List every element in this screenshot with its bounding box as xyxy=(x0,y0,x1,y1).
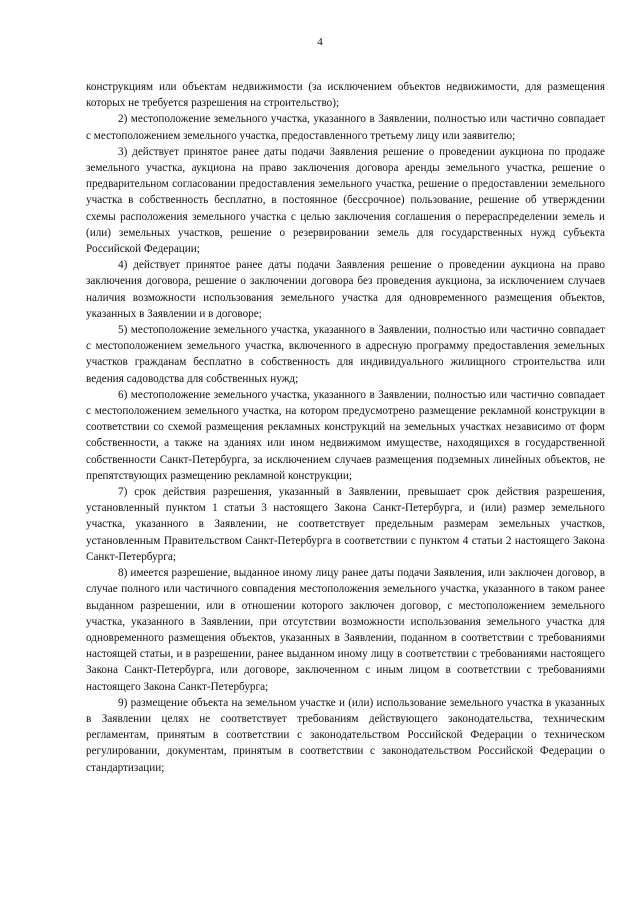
paragraph-continuation: конструкциям или объектам недвижимости (за исключением объектов недвижимости, для размещения которых не требуется разрешения на строительство); xyxy=(86,81,605,110)
paragraph-item-6: 6) местоположение земельного участка, указанного в Заявлении, полностью или частично совпадает с местоположением земельного участка, на котором предусмотрено размещение рекламной конструкции в соответствии со схемой размещения рекламных конструкций на земельных участках независимо от форм собственности, а также на зданиях или ином недвижимом имуществе, находящихся в государственной собственности Санкт-Петербурга, за исключением случаев размещения подземных линейных объектов, не препятствующих размещению рекламной конструкции; xyxy=(86,388,605,482)
paragraph-item-4: 4) действует принятое ранее даты подачи Заявления решение о проведении аукциона на право заключения договора, решение о заключении договора без проведения аукциона, за исключением случаев наличия возможности использования земельного участка для одновременного размещения объектов, указанных в Заявлении и в договоре; xyxy=(86,259,605,320)
paragraph-item-9: 9) размещение объекта на земельном участке и (или) использование земельного участка в указанных в Заявлении целях не соответствует требованиям действующего законодательства, техническим регламентам, принятым в соответствии с законодательством Российской Федерации о техническом регулировании, документам, принятым в соответствии с законодательством Российской Федерации о стандартизации; xyxy=(86,696,605,774)
paragraph-item-7: 7) срок действия разрешения, указанный в Заявлении, превышает срок действия разрешения, установленный пунктом 1 статьи 3 настоящего Закона Санкт-Петербурга, и (или) размер земельного участка, указанного в Заявлении, не соответствует предельным размерам земельных участков, установленным Правительством Санкт-Петербурга в соответствии с пунктом 4 статьи 2 настоящего Закона Санкт-Петербурга; xyxy=(86,486,605,563)
document-body xyxy=(86,79,605,776)
paragraph-item-3: 3) действует принятое ранее даты подачи Заявления решение о проведении аукциона по продаже земельного участка, аукциона на право заключения договора аренды земельного участка, решение о предварительном согласовании предоставления земельного участка, решение о предоставлении земельного участка в собственность бесплатно, в постоянное (бессрочное) пользование, решение об утверждении схемы расположения земельного участка с целью заключения соглашения о перераспределении земель и (или) земельных участков, решение о резервировании земель для государственных нужд субъекта Российской Федерации; xyxy=(86,145,605,256)
paragraph-item-5: 5) местоположение земельного участка, указанного в Заявлении, полностью или частично совпадает с местоположением земельного участка, включенного в адресную программу предоставления земельных участков гражданам бесплатно в собственность для индивидуального жилищного строительства или ведения садоводства для собственных нужд; xyxy=(86,324,605,385)
paragraph-item-2: 2) местоположение земельного участка, указанного в Заявлении, полностью или частично совпадает с местоположением земельного участка, предоставленного третьему лицу или заявителю; xyxy=(86,113,605,142)
page-number: 4 xyxy=(317,36,323,48)
paragraph-item-8: 8) имеется разрешение, выданное иному лицу ранее даты подачи Заявления, или заключен договор, в случае полного или частичного совпадения местоположения земельного участка, указанного в таком ранее выданном разрешении, или в отношении которого заключен договор, с местоположением земельного участка, указанного в Заявлении, при отсутствии возможности использования земельного участка для одновременного размещения объектов, указанных в Заявлении, поданном в соответствии с требованиями настоящей статьи, и в разрешении, ранее выданном иному лицу в соответствии с требованиями настоящего Закона Санкт-Петербурга, или договоре, заключенном с иным лицом в соответствии с требованиями настоящего Закона Санкт-Петербурга; xyxy=(86,567,605,693)
